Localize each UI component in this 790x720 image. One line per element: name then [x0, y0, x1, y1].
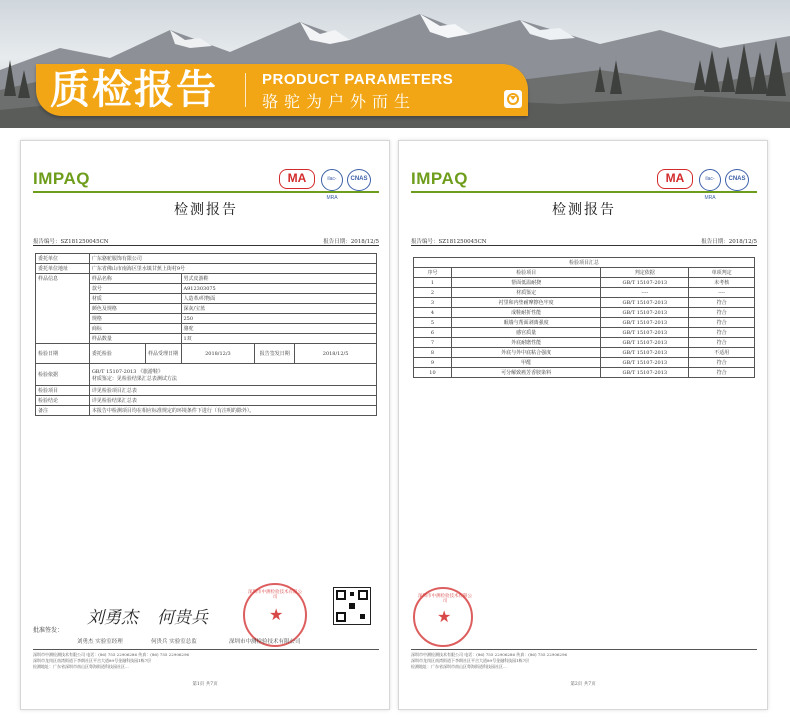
- ilac-logo: ilac-MRA: [699, 169, 721, 191]
- item-name: 衬里和内垫耐摩擦色牢度: [451, 298, 601, 308]
- item-verdict: 符合: [689, 308, 755, 318]
- sample-key: 样品名称: [89, 274, 181, 284]
- item-standard: GB/T 15107-2013: [601, 338, 689, 348]
- cnas-logo: CNAS: [725, 169, 749, 191]
- table-row: [36, 264, 377, 274]
- signature-area: [33, 589, 379, 649]
- row-value: 详见检验结果汇总表: [89, 396, 376, 406]
- row-label: 检验项目: [36, 386, 90, 396]
- item-name: 甲醛: [451, 358, 601, 368]
- item-name: 可分解致癌芳香胺染料: [451, 368, 601, 378]
- column-header: 单项判定: [689, 268, 755, 278]
- row-label: 检验依据: [36, 364, 90, 386]
- report-title: 检测报告: [174, 202, 238, 218]
- item-name: 成鞋耐折性能: [451, 308, 601, 318]
- ilac-logo: ilac-MRA: [321, 169, 343, 191]
- page-title: 质检报告: [50, 67, 218, 113]
- table-caption-row: [414, 258, 755, 268]
- report-number: 报告编号：SZ181250045CN: [33, 239, 109, 245]
- table-row: [414, 318, 755, 328]
- item-number: 2: [414, 288, 452, 298]
- summary-rows: [414, 278, 755, 378]
- subtitle-chinese: 骆驼为户外而生: [262, 92, 417, 111]
- item-verdict: 符合: [689, 298, 755, 308]
- row-label: 样品信息: [36, 274, 90, 344]
- row-label: 检验日期: [36, 344, 90, 364]
- item-number: 8: [414, 348, 452, 358]
- sample-value: A912303075: [181, 284, 377, 294]
- table-row: [414, 338, 755, 348]
- item-name: 材质鉴定: [451, 288, 601, 298]
- table-row: [414, 288, 755, 298]
- row-value: 广东骆驼服饰有限公司: [89, 254, 376, 264]
- report-title: 检测报告: [552, 202, 616, 218]
- sample-value: 男式皮游鞋: [181, 274, 377, 284]
- table-row: [414, 328, 755, 338]
- item-verdict: 符合: [689, 358, 755, 368]
- table-row: [36, 344, 377, 364]
- item-name: 眠墙与帮面剥离强度: [451, 318, 601, 328]
- report-date: 报告日期：2018/12/5: [701, 239, 757, 245]
- item-verdict: 符合: [689, 368, 755, 378]
- item-standard: GB/T 15107-2013: [601, 298, 689, 308]
- report-date: 报告日期：2018/12/5: [323, 239, 379, 245]
- item-name: 感官质量: [451, 328, 601, 338]
- report-number: 报告编号：SZ181250045CN: [411, 239, 487, 245]
- item-number: 10: [414, 368, 452, 378]
- summary-table: [413, 257, 755, 378]
- row-label: 备注: [36, 406, 90, 416]
- table-row: [36, 386, 377, 396]
- item-standard: GB/T 15107-2013: [601, 278, 689, 288]
- chevron-down-circle-icon[interactable]: [504, 90, 522, 108]
- row-value: GB/T 15107-2013 《旅游鞋》 材质鉴定：见检验结果汇总表测试方法: [89, 364, 376, 386]
- row-value: 广东省佛山市南海区里水镇甘蕉上街村9号: [89, 264, 376, 274]
- receive-date: 2018/12/3: [181, 344, 255, 364]
- table-row: [36, 274, 377, 284]
- company-seal: 深圳市中测检验技术有限公司 ★: [243, 583, 307, 647]
- subtitle-english: PRODUCT PARAMETERS: [262, 71, 454, 88]
- report-info-table: [35, 253, 377, 416]
- page-number: 第2页 共7页: [570, 682, 596, 687]
- item-number: 6: [414, 328, 452, 338]
- item-standard: GB/T 15107-2013: [601, 328, 689, 338]
- report-page-2: [398, 140, 768, 710]
- table-row: [414, 358, 755, 368]
- qr-code[interactable]: [333, 587, 371, 625]
- ma-logo: MA: [657, 169, 693, 189]
- impaq-logo: IMPAQ: [411, 169, 468, 188]
- sample-value: 1双: [181, 334, 377, 344]
- report-meta: [411, 237, 757, 245]
- meta-rule: [411, 245, 757, 246]
- item-number: 5: [414, 318, 452, 328]
- check-type: 委托检验: [89, 344, 145, 364]
- table-row: [414, 368, 755, 378]
- item-standard: GB/T 15107-2013: [601, 348, 689, 358]
- summary-title: 检验项目汇总: [414, 258, 755, 268]
- table-row: [36, 364, 377, 386]
- item-number: 4: [414, 308, 452, 318]
- item-name: 外底耐磨性能: [451, 338, 601, 348]
- item-number: 3: [414, 298, 452, 308]
- ma-logo: MA: [279, 169, 315, 189]
- sample-key: 规格: [89, 314, 181, 324]
- item-name: 外底与外中底粘合强度: [451, 348, 601, 358]
- sample-value: 深灰/宝蓝: [181, 304, 377, 314]
- page-number: 第1页 共7页: [192, 682, 218, 687]
- signer-2-caption: 何贵兵 实验室总监: [151, 639, 197, 645]
- approval-label: 批准签发：: [33, 627, 64, 634]
- table-row: [414, 308, 755, 318]
- table-row: [36, 406, 377, 416]
- title-divider: [245, 73, 246, 107]
- sample-key: 样品数量: [89, 334, 181, 344]
- sample-value: 人造革/织物面: [181, 294, 377, 304]
- footer-text: 深圳市中测检测技术有限公司 电话：(86) 755 22906286 传真：(86) 755 22906296 深圳市龙岗区南湾街道下李朗社区平吉大道89号金融科技园1栋7层 检测地址：广东省深圳市南山区粤海街道科技园社区...: [33, 652, 190, 669]
- issue-date: 2018/12/5: [295, 344, 377, 364]
- item-standard: GB/T 15107-2013: [601, 358, 689, 368]
- footer-text: 深圳市中测检测技术有限公司 电话：(86) 755 22906286 传真：(86) 755 22906296 深圳市龙岗区南湾街道下李朗社区平吉大道89号金融科技园1栋7层 检测地址：广东省深圳市南山区粤海街道科技园社区...: [411, 652, 568, 669]
- report-meta: [33, 237, 379, 245]
- sample-key: 材质: [89, 294, 181, 304]
- company-seal: 深圳市中测检验技术有限公司 ★: [413, 587, 473, 647]
- signature-2: 何贵兵: [157, 608, 208, 628]
- sample-key: 款号: [89, 284, 181, 294]
- signer-1-caption: 刘勇杰 实验室经理: [77, 639, 123, 645]
- sample-key: 商标: [89, 324, 181, 334]
- item-standard: ----: [601, 288, 689, 298]
- stamp-caption: 深圳市中测检验技术有限公司: [229, 639, 301, 645]
- row-label: 委托单位地址: [36, 264, 90, 274]
- table-row: [36, 396, 377, 406]
- table-row: [36, 254, 377, 264]
- column-header: 判定依据: [601, 268, 689, 278]
- issue-date-label: 报告签发日期: [255, 344, 295, 364]
- item-name: 帮面低温耐挠: [451, 278, 601, 288]
- signature-1: 刘勇杰: [87, 608, 138, 628]
- table-row: [414, 298, 755, 308]
- meta-rule: [33, 245, 379, 246]
- item-standard: GB/T 15107-2013: [601, 308, 689, 318]
- table-header-row: [414, 268, 755, 278]
- item-verdict: 未考核: [689, 278, 755, 288]
- report-page-1: [20, 140, 390, 710]
- row-value: 详见检验项目汇总表: [89, 386, 376, 396]
- sample-value: 250: [181, 314, 377, 324]
- item-verdict: 符合: [689, 338, 755, 348]
- receive-date-label: 样品受理日期: [145, 344, 181, 364]
- cnas-logo: CNAS: [347, 169, 371, 191]
- column-header: 序号: [414, 268, 452, 278]
- item-standard: GB/T 15107-2013: [601, 318, 689, 328]
- sample-value: 骆驼: [181, 324, 377, 334]
- sample-key: 颜色及规格: [89, 304, 181, 314]
- impaq-logo: IMPAQ: [33, 169, 90, 188]
- row-label: 委托单位: [36, 254, 90, 264]
- item-verdict: 符合: [689, 328, 755, 338]
- item-number: 1: [414, 278, 452, 288]
- item-verdict: 符合: [689, 318, 755, 328]
- footer-rule: [411, 649, 757, 650]
- table-row: [414, 278, 755, 288]
- row-label: 检验结论: [36, 396, 90, 406]
- item-verdict: 不适用: [689, 348, 755, 358]
- header-banner: [0, 0, 790, 128]
- table-row: [414, 348, 755, 358]
- column-header: 检验项目: [451, 268, 601, 278]
- item-standard: GB/T 15107-2013: [601, 368, 689, 378]
- row-value: 本报告中检测项目均在相应标准规定的环境条件下进行（有注明的除外）。: [89, 406, 376, 416]
- item-verdict: ----: [689, 288, 755, 298]
- item-number: 9: [414, 358, 452, 368]
- footer-rule: [33, 649, 379, 650]
- item-number: 7: [414, 338, 452, 348]
